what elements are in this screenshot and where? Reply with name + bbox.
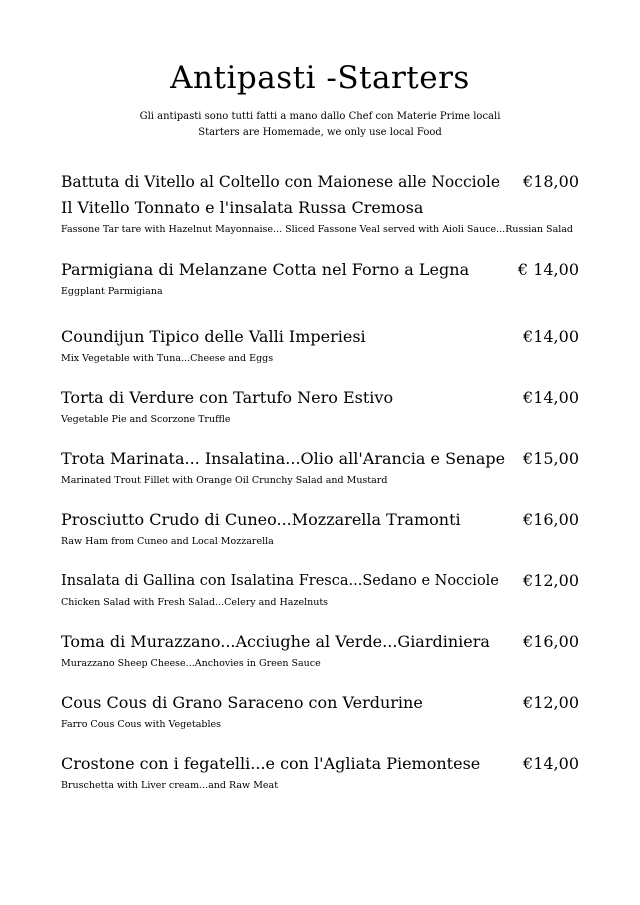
item-name-line2: Il Vitello Tonnato e l'insalata Russa Cremosa [61,198,424,217]
subtitle-italian: Gli antipasti sono tutti fatti a mano dallo Chef con Materie Prime locali [139,111,501,122]
item-price: €14,00 [523,327,579,346]
menu-item [61,324,579,366]
item-price: €12,00 [523,571,579,590]
item-description: Eggplant Parmigiana [61,286,163,297]
item-description: Vegetable Pie and Scorzone Truffle [61,414,231,425]
item-name: Coundijun Tipico delle Valli Imperiesi [61,327,366,346]
item-price: € 14,00 [517,260,579,279]
menu-item [61,751,579,793]
item-price: €14,00 [523,754,579,773]
item-price: €15,00 [523,449,579,468]
item-price: €16,00 [523,510,579,529]
menu-item [61,690,579,732]
item-name: Parmigiana di Melanzane Cotta nel Forno a Legna [61,260,470,279]
item-description: Mix Vegetable with Tuna...Cheese and Eggs [61,353,274,364]
menu-item [61,568,579,610]
item-price: €18,00 [523,172,579,191]
item-name: Torta di Verdure con Tartufo Nero Estivo [61,388,394,407]
item-price: €12,00 [523,693,579,712]
subtitle-english: Starters are Homemade, we only use local Food [198,127,442,138]
item-description: Farro Cous Cous with Vegetables [61,719,221,730]
item-name: Insalata di Gallina con Isalatina Fresca...Sedano e Nocciole [61,573,499,589]
menu-item [61,385,579,427]
item-name: Crostone con i fegatelli...e con l'Agliata Piemontese [61,754,481,773]
page-title: Antipasti -Starters [170,60,470,96]
item-description: Chicken Salad with Fresh Salad...Celery and Hazelnuts [61,597,329,608]
item-description: Bruschetta with Liver cream...and Raw Meat [61,780,279,791]
menu-item [61,629,579,671]
item-name: Battuta di Vitello al Coltello con Maionese alle Nocciole [61,173,501,191]
item-price: €14,00 [523,388,579,407]
menu-item [61,257,579,299]
item-name: Trota Marinata... Insalatina...Olio all'Arancia e Senape [61,449,506,468]
item-price: €16,00 [523,632,579,651]
item-description: Fassone Tar tare with Hazelnut Mayonnaise... Sliced Fassone Veal served with Aioli Sauce...Russian Salad [61,224,574,235]
item-name: Prosciutto Crudo di Cuneo...Mozzarella Tramonti [61,510,461,529]
menu-item [61,169,579,237]
item-description: Raw Ham from Cuneo and Local Mozzarella [61,536,274,547]
item-description: Marinated Trout Fillet with Orange Oil Crunchy Salad and Mustard [61,475,388,486]
item-name: Cous Cous di Grano Saraceno con Verdurine [61,693,423,712]
menu-item [61,507,579,549]
item-name: Toma di Murazzano...Acciughe al Verde...Giardiniera [61,632,490,651]
menu-item [61,446,579,488]
item-description: Murazzano Sheep Cheese...Anchovies in Green Sauce [61,658,321,669]
